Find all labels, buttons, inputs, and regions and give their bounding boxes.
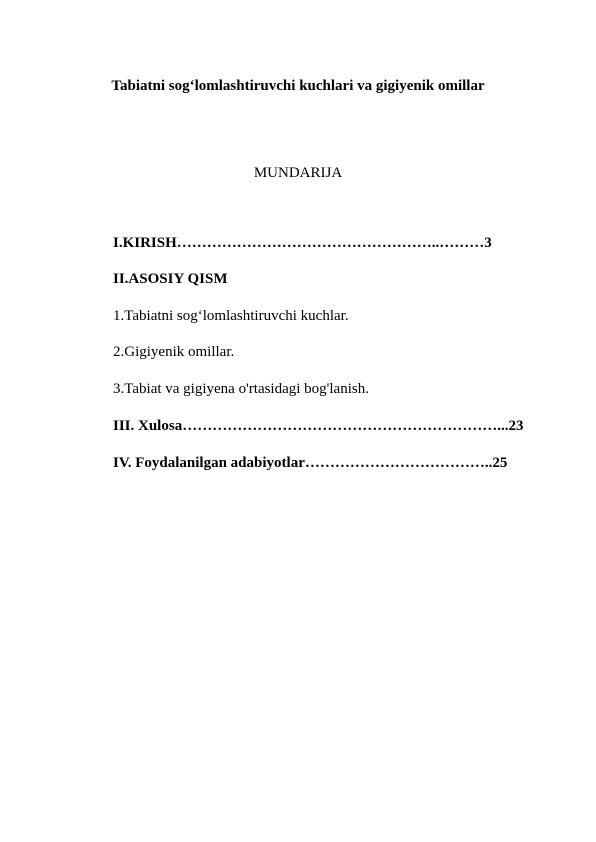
toc-item-xulosa: III. Xulosa………………………………………………………...23 xyxy=(113,418,524,434)
toc-heading: MUNDARIJA xyxy=(253,165,343,181)
toc-item-kirish: I.KIRISH……………………………………………..………3 xyxy=(113,235,492,251)
toc-subitem-3: 3.Tabiat va gigiyena o'rtasidagi bog'lanish. xyxy=(113,381,369,397)
document-title: Tabiatni sog‘lomlashtiruvchi kuchlari va gigiyenik omillar xyxy=(111,78,485,94)
toc-subitem-1: 1.Tabiatni sog‘lomlashtiruvchi kuchlar. xyxy=(113,308,349,324)
toc-item-adabiyotlar: IV. Foydalanilgan adabiyotlar………………………………..25 xyxy=(113,455,508,471)
toc-subitem-2: 2.Gigiyenik omillar. xyxy=(113,344,235,360)
toc-item-asosiy-qism: II.ASOSIY QISM xyxy=(113,271,228,287)
